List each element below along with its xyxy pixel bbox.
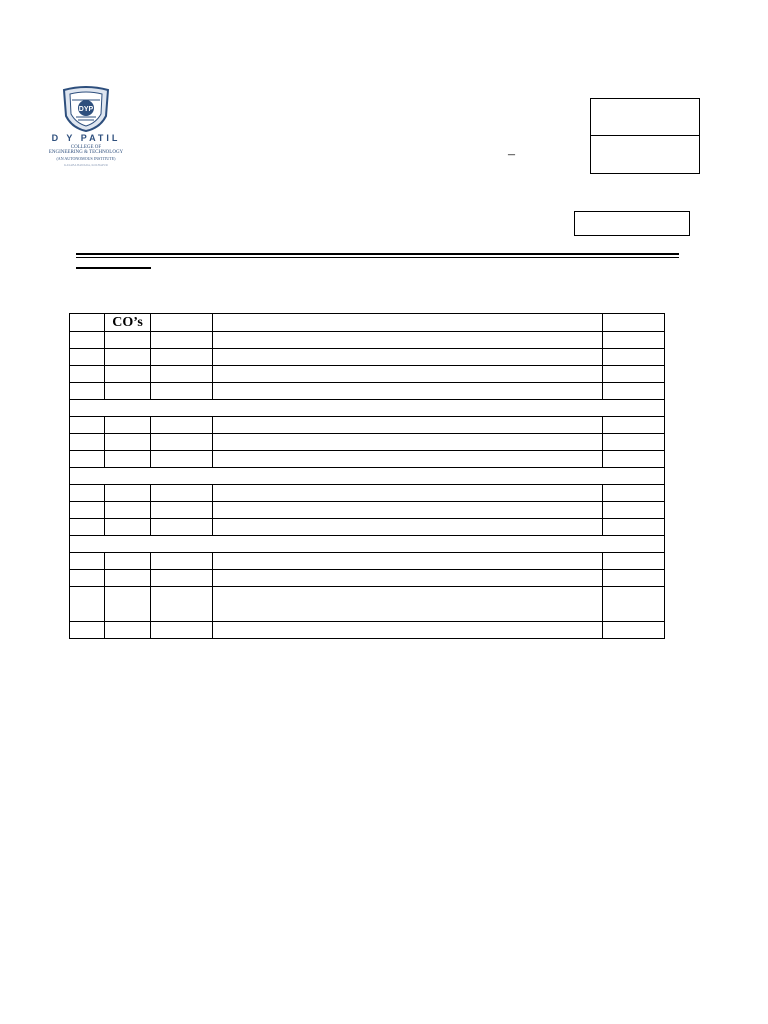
- table-row: [70, 383, 665, 400]
- question-cell: [213, 622, 603, 639]
- bl-cell: [151, 502, 213, 519]
- question-cell: [213, 434, 603, 451]
- qno-cell: [70, 451, 105, 468]
- header-cell-marks: [603, 314, 665, 332]
- qno-cell: [70, 570, 105, 587]
- table-row: [70, 451, 665, 468]
- table-row: [70, 417, 665, 434]
- header-cell-question: [213, 314, 603, 332]
- marks-box: [574, 211, 690, 236]
- table-row: [70, 434, 665, 451]
- section-separator-row: [70, 536, 665, 553]
- question-cell: [213, 383, 603, 400]
- question-cell: [213, 485, 603, 502]
- logo-brand: D Y PATIL: [51, 133, 121, 143]
- co-cell: [105, 349, 151, 366]
- bl-cell: [151, 332, 213, 349]
- bl-cell: [151, 434, 213, 451]
- table-row: [70, 570, 665, 587]
- section-separator-cell: [70, 468, 665, 485]
- marks-cell: [603, 519, 665, 536]
- marks-cell: [603, 332, 665, 349]
- qno-cell: [70, 622, 105, 639]
- section-separator-cell: [70, 400, 665, 417]
- table-row: [70, 502, 665, 519]
- header-rule-thin: [76, 257, 679, 258]
- question-cell: [213, 553, 603, 570]
- bl-cell: [151, 553, 213, 570]
- qno-cell: [70, 383, 105, 400]
- logo-line-2: ENGINEERING & TECHNOLOGY: [48, 150, 124, 155]
- marks-cell: [603, 570, 665, 587]
- section-separator-row: [70, 400, 665, 417]
- table-row: [70, 622, 665, 639]
- qno-cell: [70, 553, 105, 570]
- co-cell: [105, 587, 151, 622]
- table-row: [70, 332, 665, 349]
- co-cell: [105, 553, 151, 570]
- qno-cell: [70, 519, 105, 536]
- section-separator-row: [70, 468, 665, 485]
- question-cell: [213, 570, 603, 587]
- marks-cell: [603, 451, 665, 468]
- question-cell: [213, 451, 603, 468]
- shield-icon: [60, 86, 112, 132]
- co-cell: [105, 622, 151, 639]
- box-divider: [591, 135, 699, 136]
- marks-cell: [603, 383, 665, 400]
- bl-cell: [151, 417, 213, 434]
- header-cell-bl: [151, 314, 213, 332]
- co-cell: [105, 519, 151, 536]
- table-row: [70, 349, 665, 366]
- qno-cell: [70, 366, 105, 383]
- marks-cell: [603, 417, 665, 434]
- bl-cell: [151, 519, 213, 536]
- question-cell: [213, 417, 603, 434]
- question-cell: [213, 587, 603, 622]
- qno-cell: [70, 587, 105, 622]
- question-table: [69, 313, 665, 639]
- question-cell: [213, 502, 603, 519]
- bl-cell: [151, 570, 213, 587]
- co-cell: [105, 570, 151, 587]
- college-logo: [28, 86, 144, 172]
- table-row: [70, 366, 665, 383]
- seat-number-box: [590, 98, 700, 174]
- qno-cell: [70, 332, 105, 349]
- co-cell: [105, 383, 151, 400]
- marks-cell: [603, 553, 665, 570]
- qno-cell: [70, 502, 105, 519]
- question-cell: [213, 366, 603, 383]
- co-cell: [105, 485, 151, 502]
- question-cell: [213, 349, 603, 366]
- table-row: [70, 587, 665, 622]
- bl-cell: [151, 366, 213, 383]
- table-row: [70, 553, 665, 570]
- header-dash: –: [508, 147, 515, 162]
- header-cell-cos: CO’s: [105, 314, 151, 332]
- header-rule: [76, 253, 679, 255]
- qno-cell: [70, 417, 105, 434]
- bl-cell: [151, 485, 213, 502]
- marks-cell: [603, 349, 665, 366]
- qno-cell: [70, 349, 105, 366]
- section-separator-cell: [70, 536, 665, 553]
- table-row: [70, 519, 665, 536]
- bl-cell: [151, 349, 213, 366]
- logo-line-3: (AN AUTONOMOUS INSTITUTE): [56, 156, 116, 161]
- question-cell: [213, 332, 603, 349]
- shield-text: DYP: [78, 106, 94, 113]
- co-cell: [105, 451, 151, 468]
- bl-cell: [151, 451, 213, 468]
- bl-cell: [151, 383, 213, 400]
- table-header-row: [70, 314, 665, 332]
- logo-line-4: KASABA BAWADA, KOLHAPUR: [64, 163, 108, 167]
- question-cell: [213, 519, 603, 536]
- logo-line-1: COLLEGE OF: [70, 145, 102, 150]
- co-cell: [105, 366, 151, 383]
- marks-cell: [603, 366, 665, 383]
- qno-cell: [70, 434, 105, 451]
- header-cell-qno: [70, 314, 105, 332]
- marks-cell: [603, 485, 665, 502]
- co-cell: [105, 434, 151, 451]
- instructions-underline: [76, 267, 151, 269]
- marks-cell: [603, 434, 665, 451]
- marks-cell: [603, 587, 665, 622]
- marks-cell: [603, 502, 665, 519]
- bl-cell: [151, 622, 213, 639]
- marks-cell: [603, 622, 665, 639]
- co-cell: [105, 332, 151, 349]
- qno-cell: [70, 485, 105, 502]
- bl-cell: [151, 587, 213, 622]
- co-cell: [105, 417, 151, 434]
- co-cell: [105, 502, 151, 519]
- table-row: [70, 485, 665, 502]
